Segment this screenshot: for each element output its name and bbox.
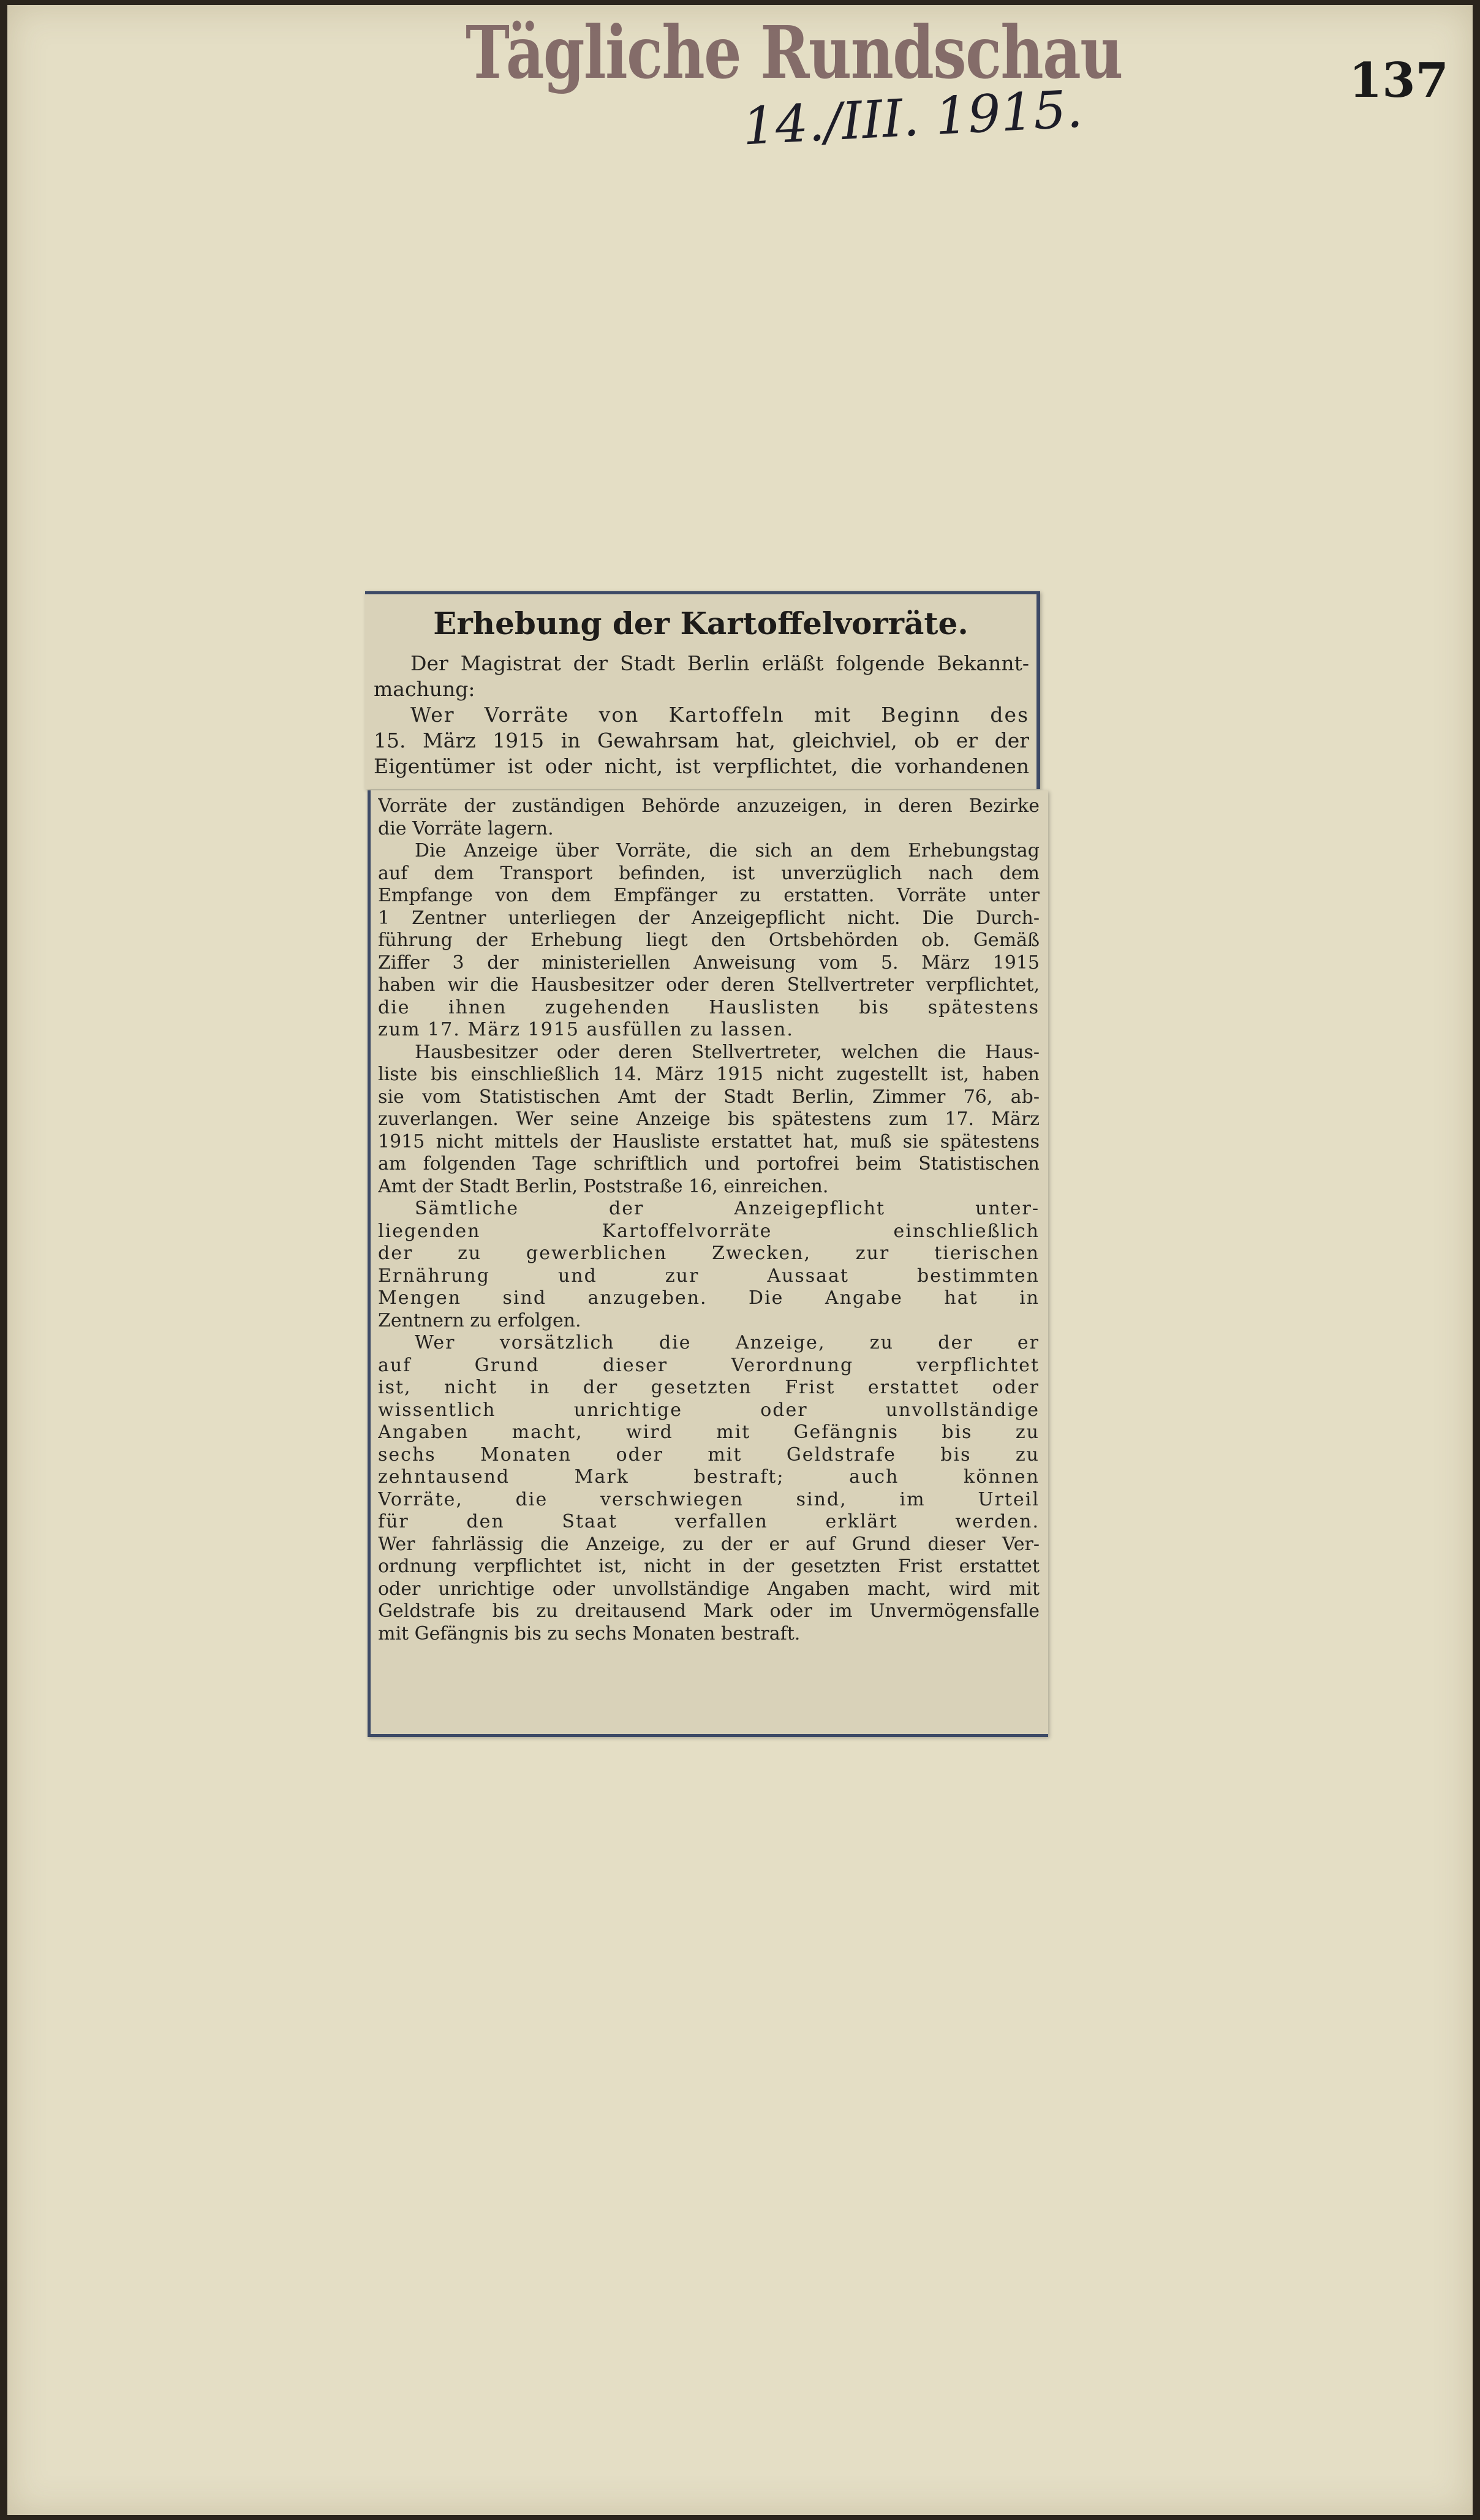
text-line: Vorräte, die verschwiegen sind, im Urteil xyxy=(378,1488,1040,1510)
text-line: liegenden Kartoffelvorräte einschließlich xyxy=(378,1220,1040,1242)
text-line: ordnung verpflichtet ist, nicht in der gesetzten Frist erstattet xyxy=(378,1556,1040,1577)
text-line: Zentnern zu erfolgen. xyxy=(378,1309,581,1331)
text-line: am folgenden Tage schriftlich und portofrei beim Statistischen xyxy=(378,1153,1040,1175)
text-line: Geldstrafe bis zu dreitausend Mark oder im Unvermögensfalle xyxy=(378,1600,1040,1622)
text-line: der zu gewerblichen Zwecken, zur tierischen xyxy=(378,1243,1040,1264)
text-line: ist, nicht in der gesetzten Frist erstattet oder xyxy=(378,1377,1040,1398)
text-line: zum 17. März 1915 ausfüllen zu lassen. xyxy=(378,1019,794,1040)
article-intro xyxy=(374,651,1029,779)
clipping-top-fragment xyxy=(365,591,1040,789)
text-line: Ernährung und zur Aussaat bestimmten xyxy=(378,1265,1040,1287)
text-line: die Vorräte lagern. xyxy=(378,817,554,839)
text-line: Empfange von dem Empfänger zu erstatten. Vorräte unter xyxy=(378,885,1040,906)
text-line: sie vom Statistischen Amt der Stadt Berlin, Zimmer 76, ab- xyxy=(378,1086,1040,1108)
article-body xyxy=(378,795,1040,1645)
page-number: 137 xyxy=(1349,53,1449,108)
text-line: zuverlangen. Wer seine Anzeige bis spätestens zum 17. März xyxy=(378,1108,1040,1130)
text-line: Wer fahrlässig die Anzeige, zu der er auf Grund dieser Ver- xyxy=(378,1533,1040,1555)
text-line: Vorräte der zuständigen Behörde anzuzeigen, in deren Bezirke xyxy=(378,795,1040,817)
text-line: die ihnen zugehenden Hauslisten bis spätestens xyxy=(378,996,1040,1018)
text-line: haben wir die Hausbesitzer oder deren Stellvertreter verpflichtet, xyxy=(378,974,1040,996)
text-line: mit Gefängnis bis zu sechs Monaten bestraft. xyxy=(378,1622,801,1644)
text-line: für den Staat verfallen erklärt werden. xyxy=(378,1511,1040,1532)
text-line: auf Grund dieser Verordnung verpflichtet xyxy=(378,1354,1040,1376)
newspaper-title-stamp: Tägliche Rundschau xyxy=(466,10,1122,95)
text-line: Wer vorsätzlich die Anzeige, zu der er xyxy=(415,1332,1040,1353)
clipping-body-fragment xyxy=(368,790,1048,1737)
text-line: oder unrichtige oder unvollständige Angaben macht, wird mit xyxy=(378,1578,1040,1600)
article-title: Erhebung der Kartoffelvorräte. xyxy=(433,605,968,641)
text-line: zehntausend Mark bestraft; auch können xyxy=(378,1466,1040,1488)
text-line: 1 Zentner unterliegen der Anzeigepflicht nicht. Die Durch- xyxy=(378,907,1040,929)
text-line: Angaben macht, wird mit Gefängnis bis zu xyxy=(378,1421,1040,1443)
text-line: 1915 nicht mittels der Hausliste erstattet hat, muß sie spätestens xyxy=(378,1130,1040,1152)
text-line: auf dem Transport befinden, ist unverzüglich nach dem xyxy=(378,862,1040,884)
text-line: Sämtliche der Anzeigepflicht unter- xyxy=(415,1198,1040,1219)
text-line: Wer Vorräte von Kartoffeln mit Beginn des xyxy=(410,703,1029,727)
text-line: wissentlich unrichtige oder unvollständige xyxy=(378,1399,1040,1421)
handwritten-date: 14./III. 1915. xyxy=(741,78,1084,157)
text-line: machung: xyxy=(374,677,475,701)
text-line: Die Anzeige über Vorräte, die sich an dem Erhebungstag xyxy=(415,840,1040,861)
text-line: liste bis einschließlich 14. März 1915 nicht zugestellt ist, haben xyxy=(378,1064,1040,1085)
text-line: Amt der Stadt Berlin, Poststraße 16, einreichen. xyxy=(378,1175,829,1197)
text-line: Eigentümer ist oder nicht, ist verpflichtet, die vorhandenen xyxy=(374,754,1029,778)
text-line: 15. März 1915 in Gewahrsam hat, gleichviel, ob er der xyxy=(374,728,1029,752)
text-line: führung der Erhebung liegt den Ortsbehörden ob. Gemäß xyxy=(378,929,1040,951)
text-line: Mengen sind anzugeben. Die Angabe hat in xyxy=(378,1287,1040,1309)
text-line: Der Magistrat der Stadt Berlin erläßt folgende Bekannt- xyxy=(410,651,1029,675)
text-line: Ziffer 3 der ministeriellen Anweisung vom 5. März 1915 xyxy=(378,952,1040,974)
text-line: sechs Monaten oder mit Geldstrafe bis zu xyxy=(378,1444,1040,1466)
text-line: Hausbesitzer oder deren Stellvertreter, welchen die Haus- xyxy=(415,1041,1040,1063)
